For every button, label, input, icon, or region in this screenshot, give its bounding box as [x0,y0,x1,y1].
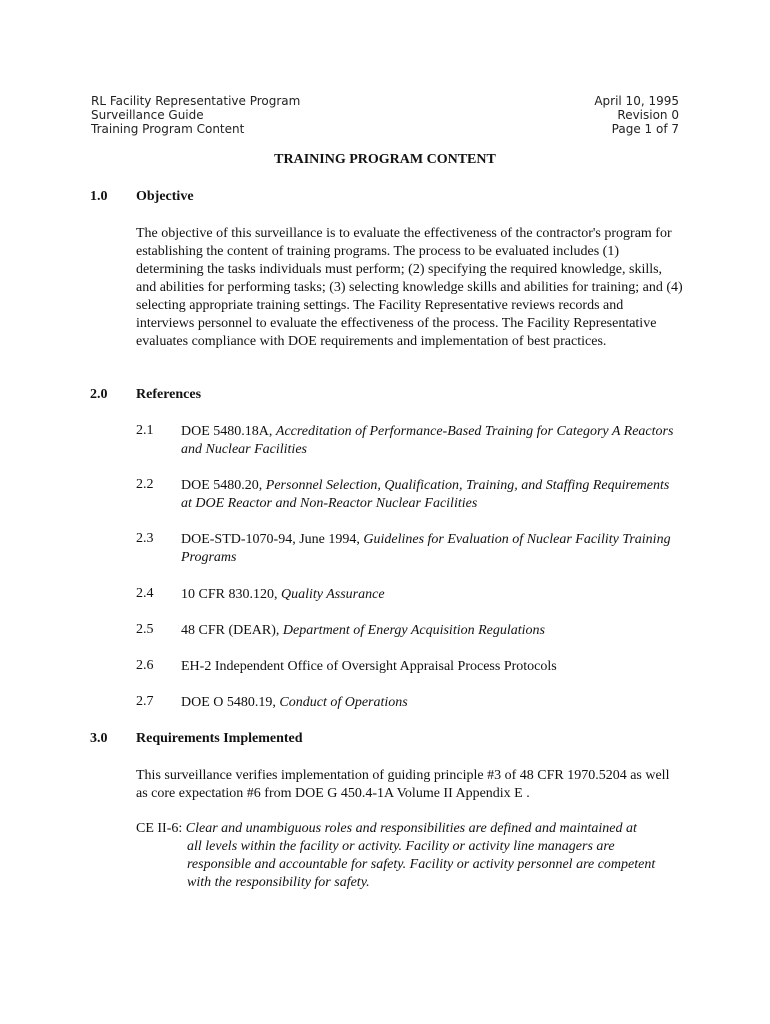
reference-title: Accreditation of Performance-Based Training for Category A Reactors and Nuclear Facilities [181,424,674,457]
header-page: Page 1 of 7 [611,122,679,136]
ce-first-line: Clear and unambiguous roles and responsibilities are defined and maintained at [185,821,637,836]
document-title: TRAINING PROGRAM CONTENT [274,152,496,167]
objective-paragraph: The objective of this surveillance is to evaluate the effectiveness of the contractor's program for establishing the content of training programs. The process to be evaluated includes (1) determining the tasks individuals must perform; (2) specifying the required knowledge, skills, and abilities for performing tasks; (3) selecting knowledge skills and abilities for training; and (4) selecting appropriate training settings. The Facility Representative reviews records and interviews personnel to evaluate the effectiveness of the process. The Facility Representative evaluates compliance with DOE requirements and implementation of best practices. [136,226,683,349]
requirements-paragraph: This surveillance verifies implementation of guiding principle #3 of 48 CFR 1970.5204 as well as core expectation #6 from DOE G 450.4-1A Volume II Appendix E . [136,768,670,801]
header-topic: Training Program Content [91,122,245,136]
reference-id: 48 CFR (DEAR), [181,623,283,638]
reference-number: 2.7 [136,694,154,709]
reference-id: EH-2 Independent Office of Oversight Appraisal Process Protocols [181,659,557,674]
core-expectation [136,820,681,892]
section-number-requirements: 3.0 [90,731,108,746]
reference-number: 2.5 [136,622,154,637]
reference-number: 2.4 [136,586,154,601]
reference-id: DOE 5480.20, [181,478,266,493]
section-number-references: 2.0 [90,387,108,402]
ce-label: CE II-6: [136,821,186,836]
section-title-requirements: Requirements Implemented [136,731,303,746]
reference-id: 10 CFR 830.120, [181,587,281,602]
header-guide: Surveillance Guide [91,108,204,122]
section-number-objective: 1.0 [90,189,108,204]
reference-item [181,658,681,676]
header-program: RL Facility Representative Program [91,94,301,108]
reference-id: DOE-STD-1070-94, June 1994, [181,532,364,547]
reference-id: DOE 5480.18A, [181,424,276,439]
reference-title: Quality Assurance [280,587,385,602]
reference-number: 2.1 [136,423,154,438]
section-title-objective: Objective [136,189,194,204]
header-left [91,94,300,136]
reference-number: 2.3 [136,531,154,546]
reference-item [181,477,681,513]
reference-number: 2.2 [136,477,154,492]
ce-continuation: all levels within the facility or activity. Facility or activity line managers are responsible and accountable for safety. Facility or activity personnel are competent with the responsibility for safety. [187,839,656,890]
header-date: April 10, 1995 [594,94,679,108]
section-title-references: References [136,387,202,402]
reference-id: DOE O 5480.19, [181,695,280,710]
reference-number: 2.6 [136,658,154,673]
reference-title: Guidelines for Evaluation of Nuclear Facility Training Programs [181,532,671,565]
reference-item [181,586,681,604]
header-right [594,94,679,136]
reference-title: Department of Energy Acquisition Regulations [282,623,545,638]
reference-item [181,694,681,712]
reference-item [181,423,681,459]
header-revision: Revision 0 [617,108,679,122]
reference-title: Conduct of Operations [279,695,408,710]
reference-title: Personnel Selection, Qualification, Training, and Staffing Requirements at DOE Reactor and Non-Reactor Nuclear Facilities [181,478,670,511]
reference-item [181,531,681,567]
reference-item [181,622,681,640]
